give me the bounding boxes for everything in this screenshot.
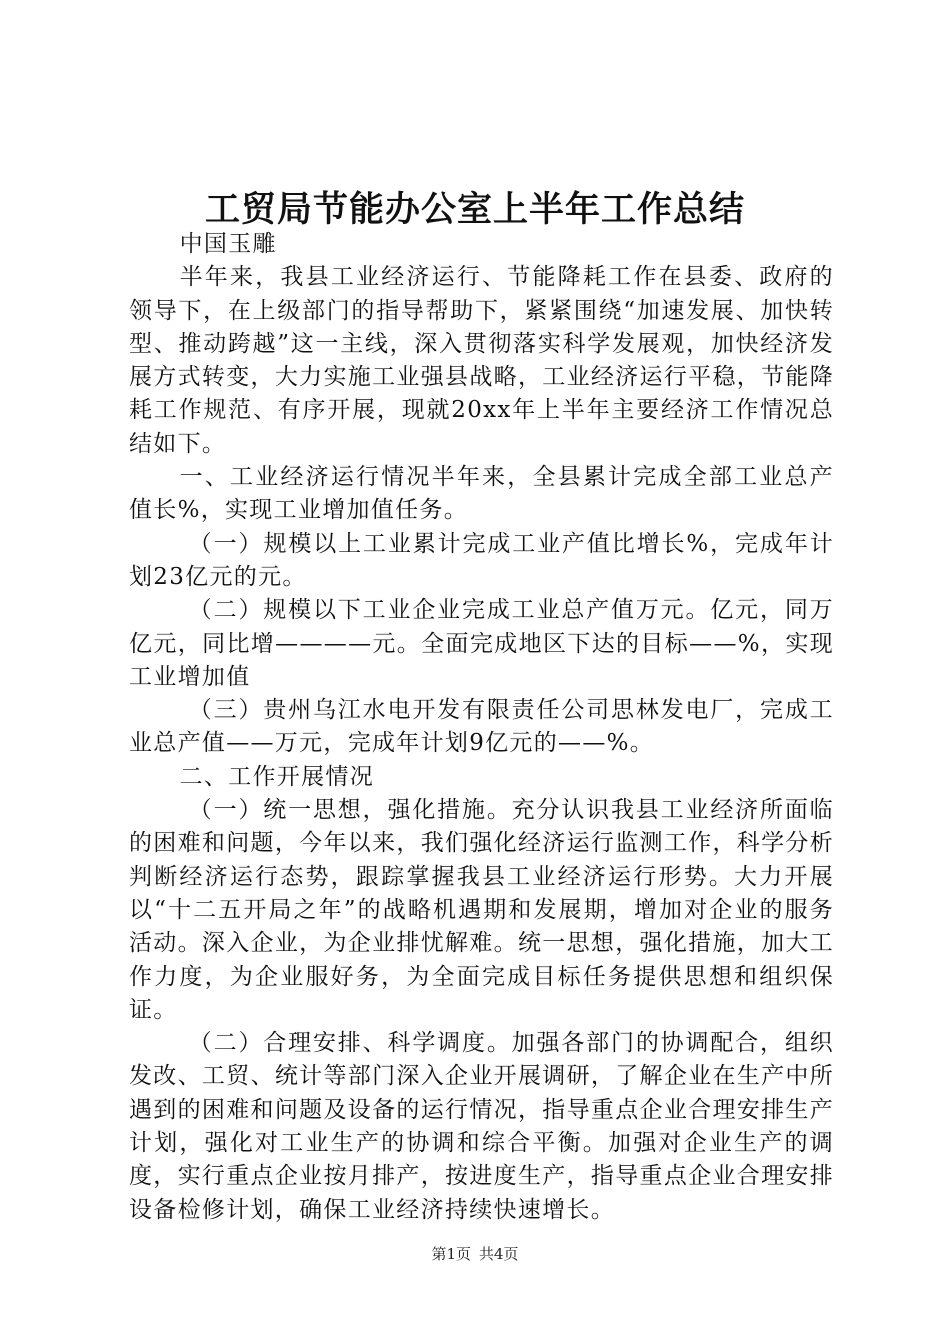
- section-2-heading: 二、工作开展情况: [179, 763, 374, 790]
- section-2-item-2: （二）合理安排、科学调度。加强各部门的协调配合，组织发改、工贸、统计等部门深入企业开展调研，了解企业在生产中所遇到的困难和问题及设备的运行情况，指导重点企业合理安排生产计划，强化对工业生产的协调和综合平衡。加强对企业生产的调度，实行重点企业按月排产，按进度生产，指导重点企业合理安排设备检修计划，确保工业经济持续快速增长。: [129, 1030, 834, 1223]
- page-total: 共4页: [479, 1245, 519, 1263]
- intro-paragraph: 半年来，我县工业经济运行、节能降耗工作在县委、政府的领导下，在上级部门的指导帮助下，紧紧围绕“加速发展、加快转型、推动跨越”这一主线，深入贯彻落实科学发展观，加快经济发展方式转变，大力实施工业强县战略，工业经济运行平稳，节能降耗工作规范、有序开展，现就20xx年上半年主要经济工作情况总结如下。: [129, 264, 834, 457]
- document-body: [129, 228, 834, 1227]
- section-1-paragraph: 一、工业经济运行情况半年来，全县累计完成全部工业总产值长%，实现工业增加值任务。: [129, 464, 834, 524]
- page-number: 第1页: [431, 1245, 471, 1263]
- page-footer: [0, 1244, 950, 1264]
- author-line: 中国玉雕: [179, 231, 277, 257]
- section-1-item-3: （三）贵州乌江水电开发有限责任公司思林发电厂，完成工业总产值——万元，完成年计划9亿元的——%。: [129, 697, 834, 757]
- section-2-item-1: （一）统一思想，强化措施。充分认识我县工业经济所面临的困难和问题，今年以来，我们强化经济运行监测工作，科学分析判断经济运行态势，跟踪掌握我县工业经济运行形势。大力开展以“十二五开局之年”的战略机遇期和发展期，增加对企业的服务活动。深入企业，为企业排忧解难。统一思想，强化措施，加大工作力度，为企业服好务，为全面完成目标任务提供思想和组织保证。: [129, 797, 834, 1023]
- section-1-item-1: （一）规模以上工业累计完成工业产值比增长%，完成年计划23亿元的元。: [129, 530, 834, 590]
- document-title: 工贸局节能办公室上半年工作总结: [204, 189, 745, 230]
- section-1-item-2: （二）规模以下工业企业完成工业总产值万元。亿元，同万亿元，同比增————元。全面完成地区下达的目标——%，实现工业增加值: [129, 597, 834, 690]
